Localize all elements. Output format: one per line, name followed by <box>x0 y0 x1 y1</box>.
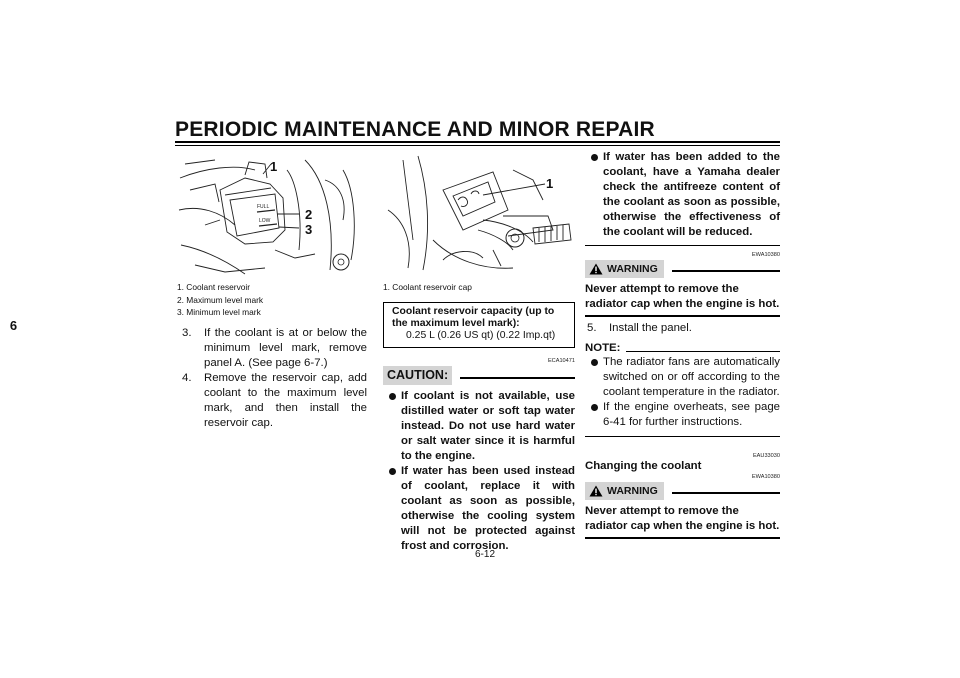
caution-bullet: If water has been used instead of coolant, replace it with coolant as soon as possible, otherwise the cooling system will not be protected against frost and corrosion. <box>387 464 575 554</box>
warning-rule <box>672 270 780 272</box>
column-2 <box>383 302 575 554</box>
capacity-value: 0.25 L (0.26 US qt) (0.22 Imp.qt) <box>406 330 556 341</box>
warning1-header <box>585 260 780 278</box>
caution-code: ECA10471 <box>547 358 575 364</box>
step-number: 3. <box>182 327 192 339</box>
column-1 <box>182 326 367 431</box>
changing-coolant-heading: Changing the coolant <box>585 460 702 472</box>
divider <box>585 436 780 437</box>
note-bullet: If the engine overheats, see page 6-41 for further instructions. <box>589 400 780 430</box>
warning-label <box>585 482 664 500</box>
divider <box>585 245 780 246</box>
warning-triangle-icon <box>589 485 603 497</box>
note-bullet: The radiator fans are automatically switched on or off according to the coolant temperature in the radiator. <box>589 355 780 400</box>
note-rule <box>626 351 780 352</box>
callout-2: 2 <box>305 207 313 222</box>
water-added-bullet: If water has been added to the coolant, have a Yamaha dealer check the antifreeze content of the coolant as soon as possible, otherwise the effectiveness of the coolant will be reduced. <box>589 150 780 240</box>
note-label: NOTE: <box>585 342 621 354</box>
caption-line: 2. Maximum level mark <box>177 294 264 305</box>
caution-label: CAUTION: <box>383 366 452 385</box>
step-4 <box>182 371 367 431</box>
note-body <box>585 355 780 430</box>
caution-rule <box>460 377 575 379</box>
warning2-header <box>585 482 780 500</box>
step-number: 5. <box>587 322 597 334</box>
step-text: If the coolant is at or below the minimum level mark, remove panel A. (See page 6-7.) <box>204 327 367 369</box>
warning-label-text: WARNING <box>607 485 658 497</box>
warning2-code: EWA10380 <box>751 474 780 480</box>
callout-1: 1 <box>270 159 278 174</box>
page-title: PERIODIC MAINTENANCE AND MINOR REPAIR <box>175 118 655 141</box>
reservoir-cap-illustration <box>383 150 575 278</box>
warning2-text: Never attempt to remove the radiator cap when the engine is hot. <box>585 505 780 532</box>
callout-3: 3 <box>305 222 313 237</box>
caption-line: 3. Minimum level mark <box>177 307 261 317</box>
step-text: Remove the reservoir cap, add coolant to the maximum level mark, and then install the reservoir cap. <box>204 372 367 429</box>
step-3 <box>182 326 367 371</box>
divider <box>585 537 780 539</box>
figure1-captions <box>177 281 263 319</box>
callout-1: 1 <box>546 176 554 191</box>
caption-line: 1. Coolant reservoir <box>177 282 251 292</box>
capacity-box <box>383 302 575 348</box>
caption-line: 1. Coolant reservoir cap <box>383 282 472 292</box>
divider <box>585 315 780 317</box>
chapter-tab: 6 <box>9 318 18 333</box>
low-mark-label: LOW <box>259 218 271 224</box>
caution-body <box>383 389 575 554</box>
column-3 <box>585 150 780 539</box>
title-rule-thin <box>175 145 780 146</box>
changing-code: EAU33030 <box>752 453 780 459</box>
step-number: 4. <box>182 372 192 384</box>
warning1-text: Never attempt to remove the radiator cap when the engine is hot. <box>585 283 780 310</box>
note-header <box>585 342 780 354</box>
figure2-captions <box>383 281 472 294</box>
reservoir-cap-figure <box>383 150 575 278</box>
coolant-reservoir-figure <box>175 150 367 278</box>
step-5 <box>587 321 780 336</box>
caution-bullet: If coolant is not available, use distilled water or soft tap water instead. Do not use hard water or salt water since it is harmful to the engine. <box>387 389 575 464</box>
warning-triangle-icon <box>589 263 603 275</box>
capacity-label: Coolant reservoir capacity (up to the maximum level mark): <box>392 306 555 329</box>
warning-rule <box>672 492 780 494</box>
warning-label-text: WARNING <box>607 263 658 275</box>
page-number: 6-12 <box>474 549 495 560</box>
warning1-code: EWA10380 <box>751 252 780 258</box>
full-mark-label: FULL <box>257 204 270 210</box>
warning-label <box>585 260 664 278</box>
title-rule-thick <box>175 141 780 143</box>
step-text: Install the panel. <box>609 322 692 334</box>
caution-header <box>383 366 575 385</box>
